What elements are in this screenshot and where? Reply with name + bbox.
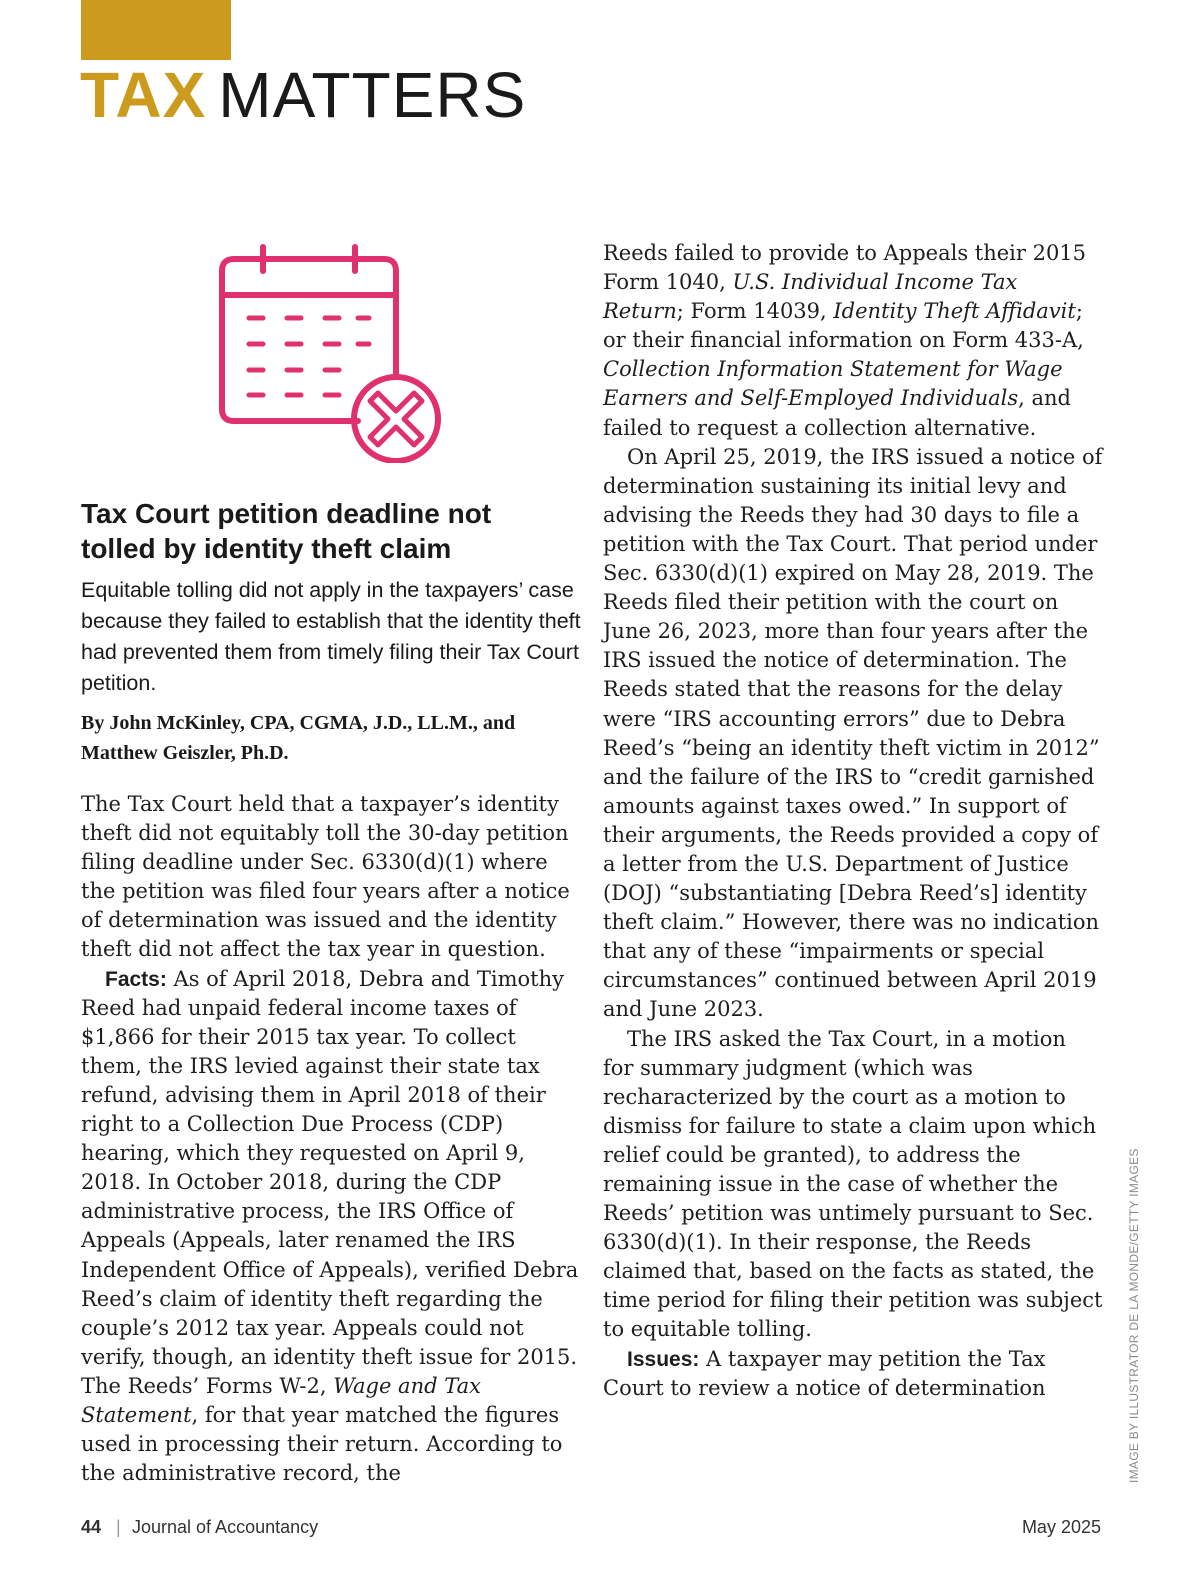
section-title-bold: TAX <box>80 59 207 131</box>
form-14039-title: Identity Theft Affidavit <box>833 299 1076 324</box>
facts-paragraph <box>81 965 581 1489</box>
facts-label: Facts: <box>105 967 167 991</box>
form-433a-title: Collection Information Statement for Wage Earners and Self-Employed Individuals <box>603 357 1063 411</box>
facts-text-cont: , for that year matched the figures used in processing their return. According to the administrative record, the <box>81 1402 563 1486</box>
section-title <box>80 58 526 132</box>
body-column-left <box>81 790 581 1488</box>
form-1040-title: U.S. Individual Income Tax Return <box>603 270 1018 324</box>
page-footer <box>81 1517 1101 1545</box>
motion-paragraph: The IRS asked the Tax Court, in a motion for summary judgment (which was recharacterized by the court as a motion to dismiss for failure to state a claim upon which relief could be granted), to address the remaining issue in the case of whether the Reeds’ petition was untimely pursuant to Sec. 6330(d)(1). In their response, the Reeds claimed that, based on the facts as stated, the time period for filing their petition was subject to equitable tolling. <box>603 1026 1103 1342</box>
article-byline: By John McKinley, CPA, CGMA, J.D., LL.M., and Matthew Geiszler, Ph.D. <box>81 712 516 764</box>
calendar-cancel-icon <box>218 243 442 463</box>
page-number: 44 <box>81 1517 102 1537</box>
forms-text-b: ; Form 14039, <box>676 299 834 324</box>
issues-paragraph <box>603 1345 1103 1403</box>
article-deck: Equitable tolling did not apply in the taxpayers’ case because they failed to establish that the identity theft had prevented them from timely filing their Tax Court petition. <box>81 578 581 695</box>
journal-name: Journal of Accountancy <box>132 1517 319 1537</box>
forms-text-a: Reeds failed to provide to Appeals their 2015 Form 1040, <box>603 241 1087 295</box>
footer-separator: | <box>116 1517 121 1537</box>
facts-text: As of April 2018, Debra and Timothy Reed had unpaid federal income taxes of $1,866 for their 2015 tax year. To collect them, the IRS levied against their state tax refund, advising them in April 2018 of their right to a Collection Due Process (CDP) hearing, which they requested on April 9, 2018. In October 2018, during the CDP administrative process, the IRS Office of Appeals (Appeals, later renamed the IRS Independent Office of Appeals), verified Debra Reed’s claim of identity theft regarding the couple’s 2012 tax year. Appeals could not verify, though, an identity theft issue for 2015. The Reeds’ Forms W-2, <box>81 966 579 1398</box>
determination-paragraph: On April 25, 2019, the IRS issued a notice of determination sustaining its initial levy and advising the Reeds they had 30 days to file a petition with the Tax Court. That period under Sec. 6330(d)(1) expired on May 28, 2019. The Reeds filed their petition with the court on June 26, 2023, more than four years after the IRS issued the notice of determination. The Reeds stated that the reasons for the delay were “IRS accounting errors” due to Debra Reed’s “being an identity theft victim in 2012” and the failure of the IRS to “credit garnished amounts against taxes owed.” In support of their arguments, the Reeds provided a copy of a letter from the U.S. Department of Justice (DOJ) “substantiating [Debra Reed’s] identity theft claim.” However, there was no indication that any of these “impairments or special circumstances” continued between April 2019 and June 2023. <box>603 444 1103 1022</box>
body-column-right <box>603 239 1103 1403</box>
forms-text-d: , and failed to request a collection alternative. <box>603 386 1071 440</box>
forms-text-c: ; or their financial information on Form 433-A, <box>603 299 1084 353</box>
issues-text: A taxpayer may petition the Tax Court to review a notice of determination <box>603 1346 1046 1400</box>
issue-date: May 2025 <box>1021 1517 1101 1537</box>
article-headline: Tax Court petition deadline not tolled by identity theft claim <box>81 498 492 564</box>
section-title-regular: MATTERS <box>218 59 527 131</box>
intro-paragraph: The Tax Court held that a taxpayer’s identity theft did not equitably toll the 30-day petition filing deadline under Sec. 6330(d)(1) where the petition was filed four years after a notice of determination was issued and the identity theft did not affect the tax year in question. <box>81 792 570 962</box>
issues-label: Issues: <box>627 1347 700 1371</box>
forms-paragraph <box>603 239 1103 443</box>
facts-form-title: Wage and Tax Statement <box>81 1373 481 1427</box>
section-accent-bar <box>81 0 231 60</box>
image-credit: IMAGE BY ILLUSTRATOR DE LA MONDE/GETTY IMAGES <box>1127 1148 1141 1483</box>
